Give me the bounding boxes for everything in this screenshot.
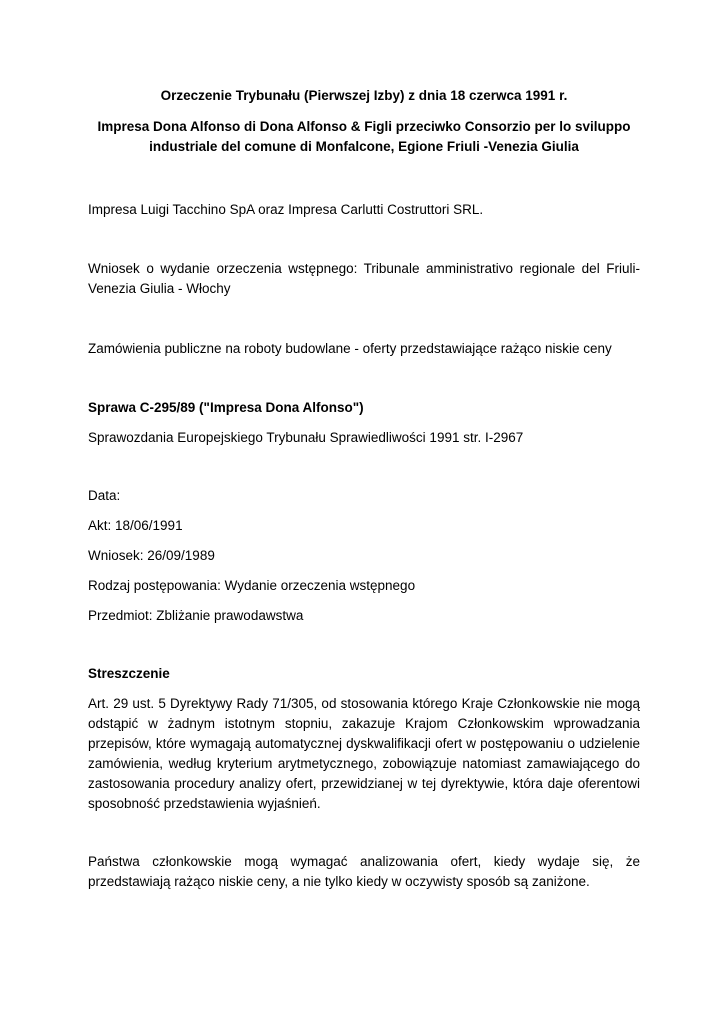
other-parties: Impresa Luigi Tacchino SpA oraz Impresa Carlutti Costruttori SRL. bbox=[88, 202, 484, 217]
judgment-title: Orzeczenie Trybunału (Pierwszej Izby) z dnia 18 czerwca 1991 r. bbox=[160, 88, 568, 103]
summary-heading: Streszczenie bbox=[88, 666, 170, 681]
subject-line: Zamówienia publiczne na roboty budowlane - oferty przedstawiające rażąco niskie ceny bbox=[88, 341, 612, 356]
application-date: Wniosek: 26/09/1989 bbox=[88, 548, 215, 563]
case-parties-title: Impresa Dona Alfonso di Dona Alfonso & Figli przeciwko Consorzio per lo sviluppo industriale del comune di Monfalcone, Egione Friuli -Venezia Giulia bbox=[97, 119, 631, 154]
matter: Przedmiot: Zbliżanie prawodawstwa bbox=[88, 608, 304, 623]
report-reference: Sprawozdania Europejskiego Trybunału Sprawiedliwości 1991 str. I-2967 bbox=[88, 430, 524, 445]
document-page bbox=[88, 86, 640, 892]
act-date: Akt: 18/06/1991 bbox=[88, 518, 183, 533]
data-label: Data: bbox=[88, 488, 121, 503]
summary-paragraph-2: Państwa członkowskie mogą wymagać analizowania ofert, kiedy wydaje się, że przedstawiają rażąco niskie ceny, a nie tylko kiedy w oczywisty sposób są zaniżone. bbox=[88, 854, 640, 889]
summary-paragraph-1: Art. 29 ust. 5 Dyrektywy Rady 71/305, od stosowania którego Kraje Członkowskie nie mogą odstąpić w żadnym istotnym stopniu, zakazuje Krajom Członkowskim wprowadzania przepisów, które wymagają automatycznej dyskwalifikacji ofert w postępowaniu o udzielenie zamówienia, według kryterium arytmetycznego, zobowiązuje natomiast zamawiającego do zastosowania procedury analizy ofert, przewidzianej w tej dyrektywie, która daje oferentowi sposobność przedstawienia wyjaśnień. bbox=[88, 696, 640, 811]
case-number: Sprawa C-295/89 ("Impresa Dona Alfonso") bbox=[88, 400, 364, 415]
procedure-type: Rodzaj postępowania: Wydanie orzeczenia wstępnego bbox=[88, 578, 416, 593]
preliminary-reference: Wniosek o wydanie orzeczenia wstępnego: Tribunale amministrativo regionale del Friuli-Venezia Giulia - Włochy bbox=[88, 261, 640, 296]
